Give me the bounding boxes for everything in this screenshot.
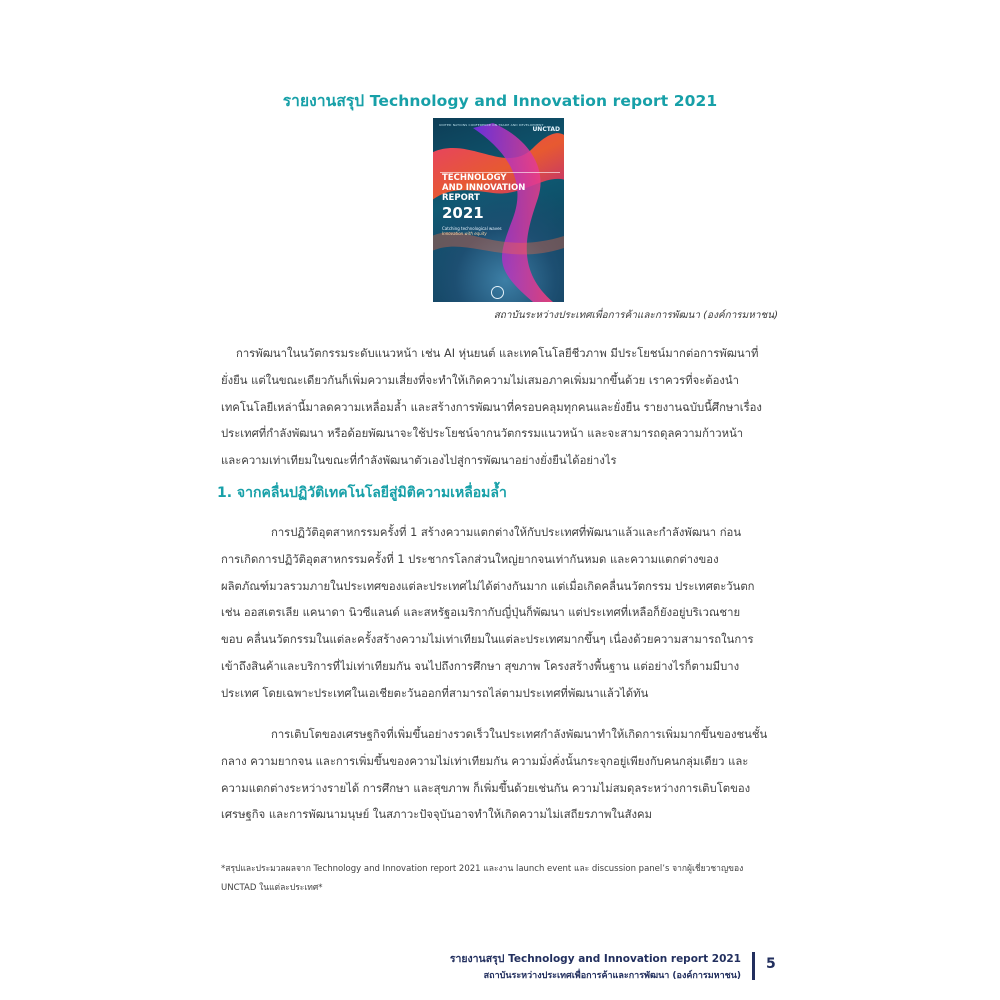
cover-title-line1: TECHNOLOGY (442, 173, 507, 183)
report-cover-image (433, 118, 564, 302)
cover-top-tag: UNITED NATIONS CONFERENCE ON TRADE AND DEVELOPMENT (439, 123, 544, 127)
text-line: เศรษฐกิจ และการพัฒนามนุษย์ ในสภาวะปัจจุบันอาจทำให้เกิดความไม่เสถียรภาพในสังคม (221, 808, 653, 822)
text-line: เทคโนโลยีเหล่านี้มาลดความเหลื่อมล้ำ และสร้างการพัฒนาที่ครอบคลุมทุกคนและยั่งยืน รายงานฉบับนี้ศึกษาเรื่อง (221, 400, 762, 414)
image-caption: สถาบันระหว่างประเทศเพื่อการค้าและการพัฒนา (องค์การมหาชน) (493, 310, 778, 321)
un-emblem-icon (491, 286, 504, 299)
header-divider (752, 952, 755, 980)
text-line: ผลิตภัณฑ์มวลรวมภายในประเทศของแต่ละประเทศไม่ได้ต่างกันมาก แต่เมื่อเกิดคลื่นนวัตกรรม ประเทศตะวันตก (221, 579, 755, 593)
cover-year: 2021 (442, 204, 484, 222)
intro-paragraph (221, 341, 781, 475)
text-line: และความเท่าเทียมในขณะที่กำลังพัฒนาตัวเองไปสู่การพัฒนาอย่างยั่งยืนได้อย่างไร (221, 454, 617, 468)
cover-subtitle: Catching technological waves (442, 226, 502, 231)
page-title: รายงานสรุป Technology and Innovation report 2021 (282, 92, 718, 110)
section-paragraph-2 (221, 722, 781, 829)
text-line: การปฏิวัติอุตสาหกรรมครั้งที่ 1 สร้างความแตกต่างให้กับประเทศที่พัฒนาแล้วและกำลังพัฒนา ก่อน (271, 526, 742, 539)
text-line: การเกิดการปฏิวัติอุตสาหกรรมครั้งที่ 1 ประชากรโลกส่วนใหญ่ยากจนเท่ากันหมด และความแตกต่างของ (221, 552, 719, 566)
text-line: เข้าถึงสินค้าและบริการที่ไม่เท่าเทียมกัน จนไปถึงการศึกษา สุขภาพ โครงสร้างพื้นฐาน แต่อย่างไรก็ตามมีบาง (221, 659, 740, 673)
text-line: ยั่งยืน แต่ในขณะเดียวกันก็เพิ่มความเสี่ยงที่จะทำให้เกิดความไม่เสมอภาคเพิ่มมากขึ้นด้วย เราควรที่จะต้องนำ (221, 373, 739, 387)
footnote (221, 860, 781, 898)
text-line: กลาง ความยากจน และการเพิ่มขึ้นของความไม่เท่าเทียมกัน ความมั่งคั่งนั้นกระจุกอยู่เพียงกับคนกลุ่มเดียว และ (221, 754, 749, 768)
text-line: ขอบ คลื่นนวัตกรรมในแต่ละครั้งสร้างความไม่เท่าเทียมในแต่ละประเทศมากขึ้นๆ เนื่องด้วยความสามารถในการ (221, 633, 754, 647)
text-line: การเติบโตของเศรษฐกิจที่เพิ่มขึ้นอย่างรวดเร็วในประเทศกำลังพัฒนาทำให้เกิดการเพิ่มมากขึ้นของชนชั้น (271, 728, 768, 741)
running-header-org: สถาบันระหว่างประเทศเพื่อการค้าและการพัฒนา (องค์การมหาชน) (483, 971, 741, 981)
text-line: เช่น ออสเตรเลีย แคนาดา นิวซีแลนด์ และสหรัฐอเมริกากับญี่ปุ่นก็พัฒนา แต่ประเทศที่เหลือก็ยังอยู่บริเวณชาย (221, 606, 741, 620)
text-line: ประเทศ โดยเฉพาะประเทศในเอเชียตะวันออกที่สามารถไล่ตามประเทศที่พัฒนาแล้วได้ทัน (221, 686, 649, 700)
running-header-title: รายงานสรุป Technology and Innovation report 2021 (449, 953, 741, 965)
section-paragraph-1 (221, 520, 781, 708)
section-heading: 1. จากคลื่นปฏิวัติเทคโนโลยีสู่มิติความเหลื่อมล้ำ (217, 485, 507, 501)
cover-title-line3: REPORT (442, 193, 480, 203)
text-line: ความแตกต่างระหว่างรายได้ การศึกษา และสุขภาพ ก็เพิ่มขึ้นด้วยเช่นกัน ความไม่สมดุลระหว่างการเติบโตของ (221, 781, 751, 795)
footnote-line: *สรุปและประมวลผลจาก Technology and Innovation report 2021 และงาน launch event และ discussion panel’s จากผู้เชี่ยวชาญของ (221, 864, 744, 874)
cover-unctad-logo: UNCTAD (532, 126, 560, 133)
cover-title-line2: AND INNOVATION (442, 183, 526, 193)
cover-subtitle-italic: Innovation with equity (442, 231, 487, 236)
text-line: การพัฒนาในนวัตกรรมระดับแนวหน้า เช่น AI หุ่นยนต์ และเทคโนโลยีชีวภาพ มีประโยชน์มากต่อการพัฒนาที่ (236, 347, 759, 360)
footnote-line: UNCTAD ในแต่ละประเทศ* (221, 883, 323, 893)
page-number: 5 (766, 956, 776, 972)
text-line: ประเทศที่กำลังพัฒนา หรือด้อยพัฒนาจะใช้ประโยชน์จากนวัตกรรมแนวหน้า และจะสามารถดุลความก้าวหน้า (221, 427, 744, 441)
